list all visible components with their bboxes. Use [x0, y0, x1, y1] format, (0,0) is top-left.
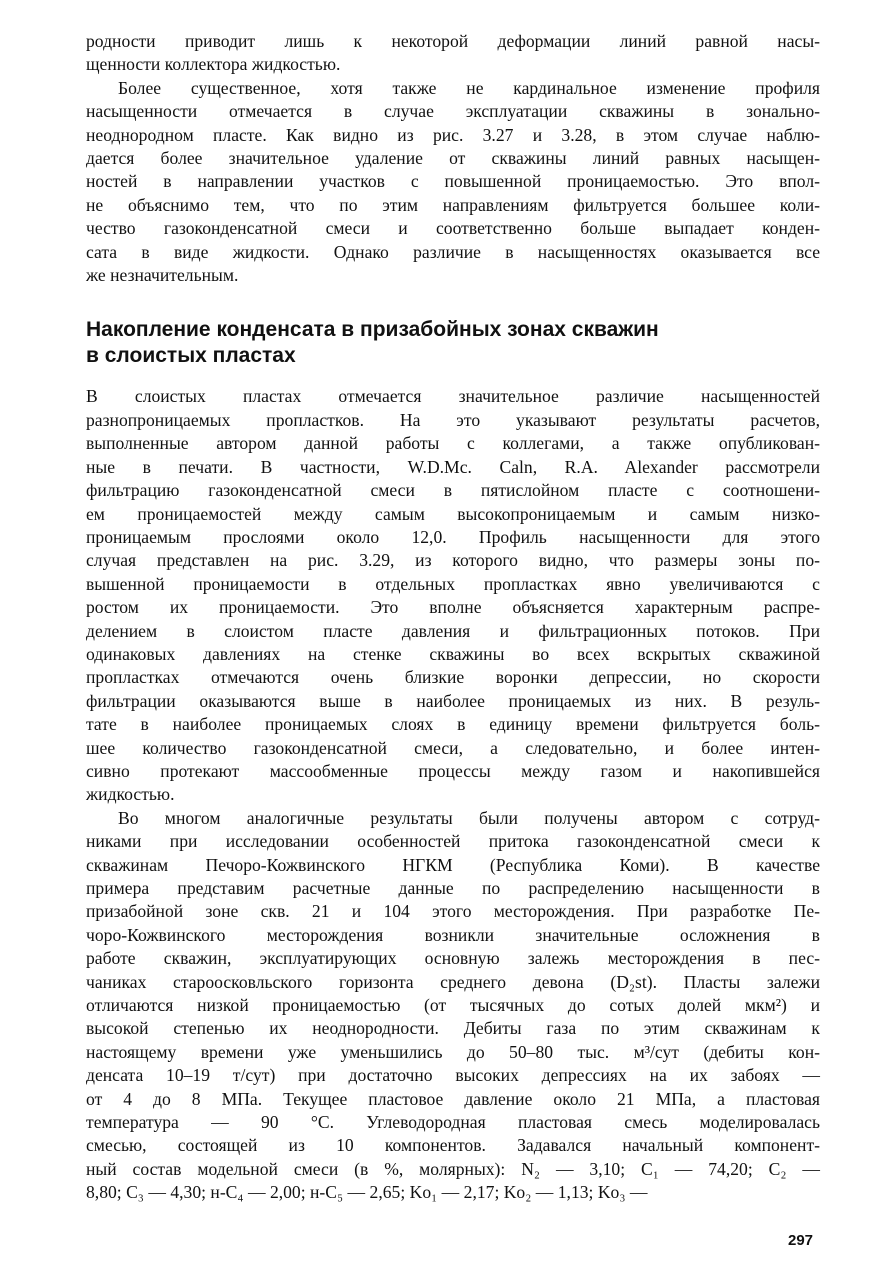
text-line: от 4 до 8 МПа. Текущее пластовое давление около 21 МПа, а пластовая — [86, 1088, 820, 1109]
page-number: 297 — [788, 1232, 814, 1249]
text-line: щенности коллектора жидкостью. — [86, 54, 341, 75]
heading-line: Накопление конденсата в призабойных зонах скважин — [86, 318, 659, 342]
text-line: ностей в направлении участков с повышенной проницаемостью. Это впол- — [86, 171, 820, 192]
text-line: призабойной зоне скв. 21 и 104 этого месторождения. При разработке Пе- — [86, 901, 820, 922]
text-line: делением в слоистом пласте давления и фильтрационных потоков. При — [86, 620, 820, 641]
text-line: настоящему времени уже уменьшились до 50–80 тыс. м³/сут (дебиты кон- — [86, 1041, 820, 1062]
text-line: неоднородном пласте. Как видно из рис. 3.27 и 3.28, в этом случае наблю- — [86, 124, 820, 145]
paragraph — [86, 385, 820, 806]
text-line: чоро-Кожвинского месторождения возникли значительные осложнения в — [86, 924, 820, 945]
paragraph — [86, 807, 820, 1205]
text-line: не объяснимо тем, что по этим направлениям фильтруется большее коли- — [86, 194, 820, 215]
text-line: фильтрацию газоконденсатной смеси в пятислойном пласте с соотношени- — [86, 480, 820, 501]
text-line: ные в печати. В частности, W.D.Mc. Caln, R.A. Alexander рассмотрели — [86, 456, 820, 477]
text-line: шее количество газоконденсатной смеси, а следовательно, и более интен- — [86, 737, 820, 758]
text-line: ный состав модельной смеси (в %, молярных): N₂ — 3,10; C₁ — 74,20; C₂ — — [86, 1158, 820, 1179]
text-line: пропластках отмечаются очень близкие воронки депрессии, но скорости — [86, 667, 820, 688]
text-line: выполненные автором данной работы с коллегами, а также опубликован- — [86, 433, 820, 454]
text-line: отличаются низкой проницаемостью (от тысячных до сотых долей мкм²) и — [86, 995, 820, 1016]
paragraph — [86, 30, 820, 77]
text-line: проницаемым прослоями около 12,0. Профиль насыщенности для этого — [86, 526, 820, 547]
text-line: смесью, состоящей из 10 компонентов. Задавался начальный компонент- — [86, 1135, 820, 1156]
document-page — [86, 30, 820, 1205]
text-line: скважинам Печоро-Кожвинского НГКМ (Республика Коми). В качестве — [86, 854, 820, 875]
text-line: насыщенности отмечается в случае эксплуатации скважины в зонально- — [86, 101, 820, 122]
text-line: разнопроницаемых пропластков. На это указывают результаты расчетов, — [86, 409, 820, 430]
text-line: дается более значительное удаление от скважины линий равных насыщен- — [86, 148, 820, 169]
text-line: фильтрации оказываются выше в наиболее проницаемых из них. В резуль- — [86, 690, 820, 711]
section-heading — [86, 317, 820, 369]
text-line: родности приводит лишь к некоторой деформации линий равной насы- — [86, 31, 820, 51]
text-line: чество газоконденсатной смеси и соответственно больше выпадает конден- — [86, 218, 820, 239]
text-line: высокой степенью их неоднородности. Дебиты газа по этим скважинам к — [86, 1018, 820, 1039]
text-line: В слоистых пластах отмечается значительное различие насыщенностей — [86, 386, 820, 407]
text-line: жидкостью. — [86, 784, 175, 805]
text-line: Более существенное, хотя также не кардинальное изменение профиля — [118, 77, 820, 98]
text-line: примера представим расчетные данные по распределению насыщенности в — [86, 878, 820, 898]
text-line: сата в виде жидкости. Однако различие в насыщенностях оказывается все — [86, 241, 820, 262]
text-line: же незначительным. — [86, 265, 239, 286]
text-line: чаниках староосковльского горизонта среднего девона (D₂st). Пласты залежи — [86, 971, 820, 992]
text-line: тате в наиболее проницаемых слоях в единицу времени фильтруется боль- — [86, 714, 820, 735]
text-line: вышенной проницаемости в отдельных пропластках явно увеличиваются с — [86, 573, 820, 594]
text-line: денсата 10–19 т/сут) при достаточно высоких депрессиях на их забоях — — [86, 1065, 820, 1086]
paragraph — [86, 77, 820, 288]
heading-line: в слоистых пластах — [86, 344, 296, 368]
text-line: сивно протекают массообменные процессы между газом и накопившейся — [86, 760, 820, 781]
text-line: никами при исследовании особенностей притока газоконденсатной смеси к — [86, 831, 820, 852]
text-line: Во многом аналогичные результаты были получены автором с сотруд- — [118, 807, 820, 828]
text-line: случая представлен на рис. 3.29, из которого видно, что размеры зоны по- — [86, 550, 820, 571]
text-line: температура — 90 °С. Углеводородная пластовая смесь моделировалась — [86, 1112, 820, 1133]
text-line: ем проницаемостей между самым высокопроницаемым и самым низко- — [86, 503, 820, 524]
text-line: работе скважин, эксплуатирующих основную залежь месторождения в пес- — [86, 948, 820, 969]
text-line: ростом их проницаемости. Это вполне объясняется характерным распре- — [86, 597, 820, 618]
text-line: 8,80; C₃ — 4,30; н-C₄ — 2,00; н-C₅ — 2,65; Ko₁ — 2,17; Ko₂ — 1,13; Ko₃ — — [86, 1182, 648, 1203]
text-line: одинаковых давлениях на стенке скважины во всех вскрытых скважиной — [86, 643, 820, 664]
